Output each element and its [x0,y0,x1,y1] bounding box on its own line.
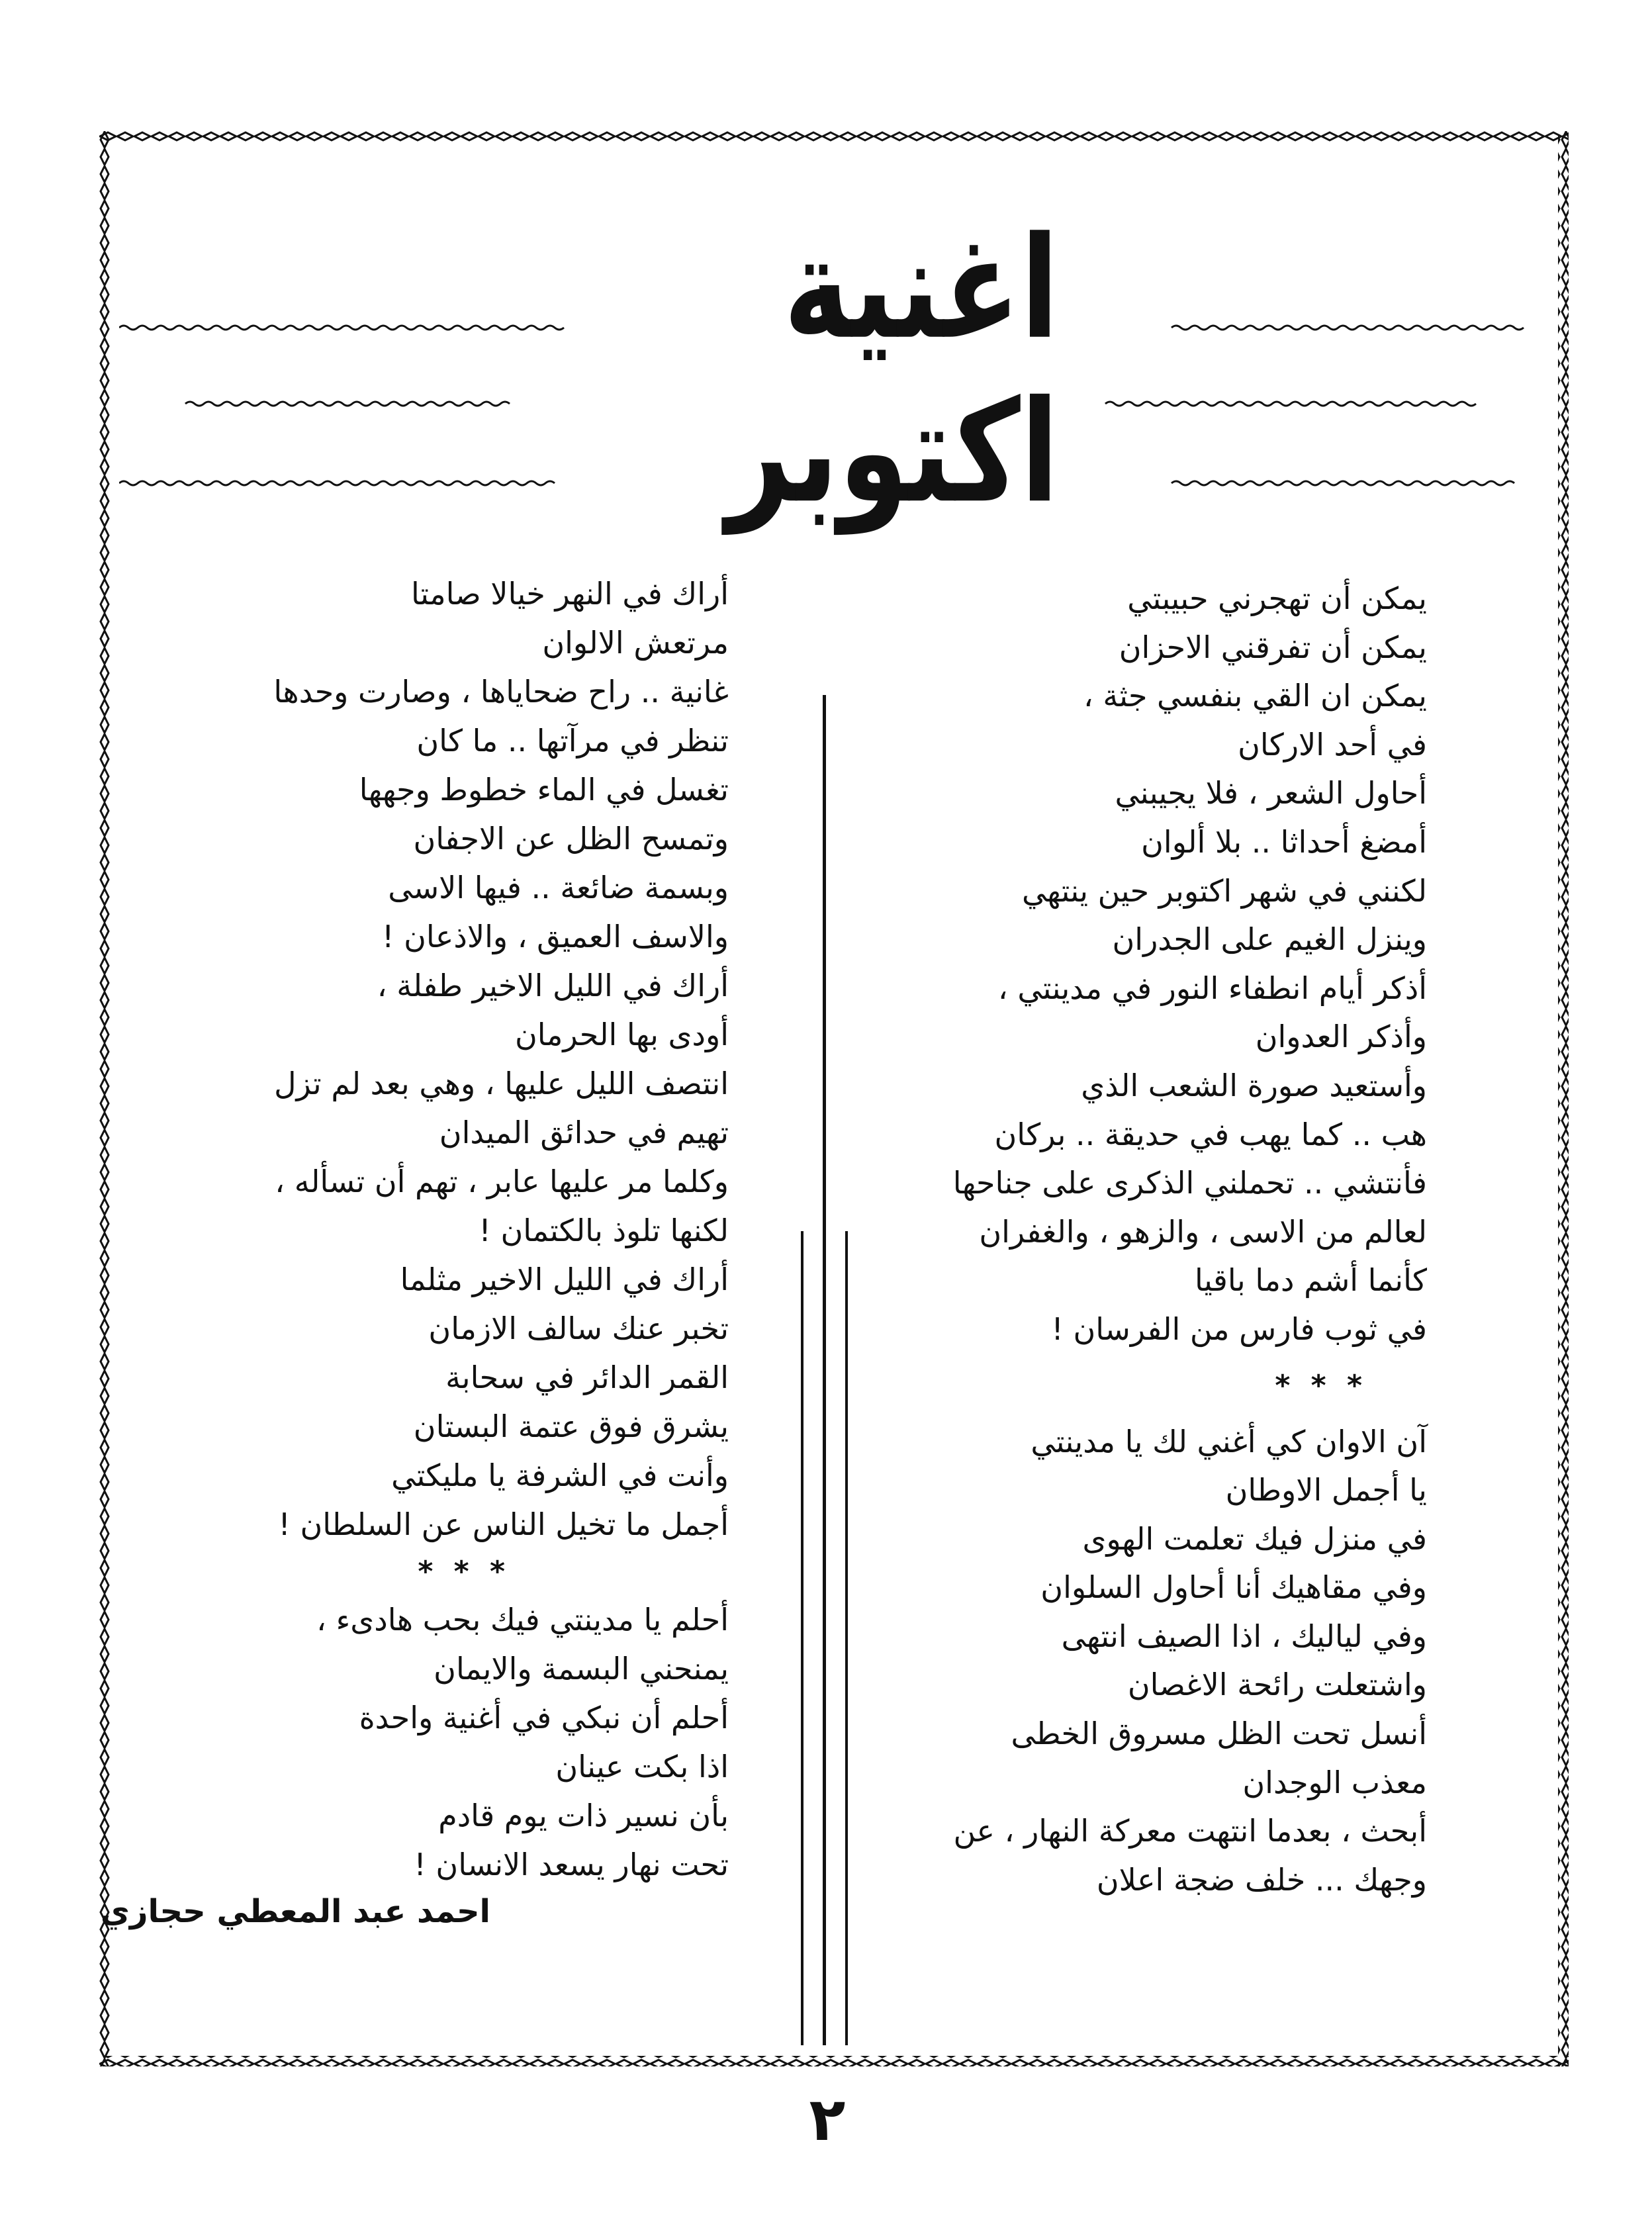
verse-line: يمكن أن تهجرني حبيبتي [1127,580,1427,616]
column-divider-left [801,1231,803,2045]
column-divider-center [823,695,826,2045]
verse-line: في منزل فيك تعلمت الهوى [1082,1520,1427,1557]
verse-line: يمكن ان القي بنفسي جثة ، [1083,678,1427,714]
verse-line: يمنحني البسمة والايمان [434,1651,729,1687]
verse-line: أراك في الليل الاخير طفلة ، [377,968,729,1003]
verse-line: لكنها تلوذ بالكتمان ! [479,1213,729,1248]
verse-line: بأن نسير ذات يوم قادم [438,1798,729,1833]
verse-line: فأنتشي .. تحملني الذكرى على جناحها [952,1165,1427,1201]
verse-line: وفي لياليك ، اذا الصيف انتهى [1061,1618,1427,1654]
verse-line: وكلما مر عليها عابر ، تهم أن تسأله ، [275,1164,729,1199]
page-number: ٢ [809,2085,846,2154]
verse-line: أودى بها الحرمان [514,1017,729,1052]
poem-right-column [831,575,1427,1904]
verse-line: وتمسح الظل عن الاجفان [413,821,729,856]
verse-line: لكنني في شهر اكتوبر حين ينتهي [1021,872,1427,909]
verse-line: آن الاوان كي أغني لك يا مدينتي [1031,1423,1427,1459]
verse-line: والاسف العميق ، والاذعان ! [382,919,729,954]
poem-title [596,207,1059,535]
poem-left-column [93,569,729,1889]
verse-line: غانية .. راح ضحاياها ، وصارت وحدها [273,674,729,710]
verse-line: وفي مقاهيك أنا أحاول السلوان [1040,1569,1427,1606]
verse-line: تخبر عنك سالف الازمان [428,1311,729,1346]
verse-line: أذكر أيام انطفاء النور في مدينتي ، [997,970,1427,1006]
verse-line: أنسل تحت الظل مسروق الخطى [1011,1716,1427,1752]
verse-line: واشتعلت رائحة الاغصان [1127,1667,1427,1703]
stanza-separator: * * * [418,1555,510,1589]
verse-line: هب .. كما يهب في حديقة .. بركان [994,1116,1427,1152]
verse-line: معذب الوجدان [1242,1764,1427,1800]
verse-line: أمضغ أحداثا .. بلا ألوان [1141,823,1427,860]
verse-line: في أحد الاركان [1238,726,1427,763]
stanza-separator: * * * [1275,1368,1367,1403]
verse-line: القمر الدائر في سحابة [445,1360,729,1395]
verse-line: مرتعش الالوان [542,625,729,661]
verse-line: لعالم من الاسى ، والزهو ، والغفران [979,1213,1427,1250]
verse-line: تنظر في مرآتها .. ما كان [416,723,729,759]
verse-line: تهيم في حدائق الميدان [439,1115,729,1150]
verse-line: في ثوب فارس من الفرسان ! [1051,1311,1427,1347]
verse-line: وأذكر العدوان [1255,1019,1427,1055]
author-name: احمد عبد المعطي حجازي [100,1893,490,1930]
verse-line: أجمل ما تخيل الناس عن السلطان ! [278,1506,729,1542]
verse-line: وبسمة ضائعة .. فيها الاسى [388,870,729,905]
verse-line: وأنت في الشرفة يا مليكتي [391,1457,729,1493]
verse-line: يشرق فوق عتمة البستان [413,1409,729,1444]
verse-line: انتصف الليل عليها ، وهي بعد لم تزل [274,1066,729,1101]
verse-line: أراك في الليل الاخير مثلما [400,1262,729,1297]
verse-line: أحلم يا مدينتي فيك بحب هادىء ، [316,1602,729,1638]
verse-line: وينزل الغيم على الجدران [1112,921,1427,958]
verse-line: أراك في النهر خيالا صامتا [411,576,729,612]
verse-line: اذا بكت عينان [555,1749,729,1784]
verse-line: وجهك ... خلف ضجة اعلان [1096,1861,1427,1898]
verse-line: يمكن أن تفرقني الاحزان [1119,629,1427,665]
verse-line: يا أجمل الاوطان [1225,1472,1427,1508]
poem-title-text: اغنية اكتوبر [726,207,1059,535]
verse-line: أبحث ، بعدما انتهت معركة النهار ، عن [953,1813,1427,1849]
verse-line: أحاول الشعر ، فلا يجيبني [1115,775,1427,811]
verse-line: تغسل في الماء خطوط وجهها [359,772,729,808]
verse-line: كأنما أشم دما باقيا [1195,1262,1427,1299]
verse-line: أحلم أن نبكي في أغنية واحدة [359,1700,729,1735]
verse-line: وأستعيد صورة الشعب الذي [1081,1067,1427,1103]
verse-line: تحت نهار يسعد الانسان ! [414,1847,729,1882]
